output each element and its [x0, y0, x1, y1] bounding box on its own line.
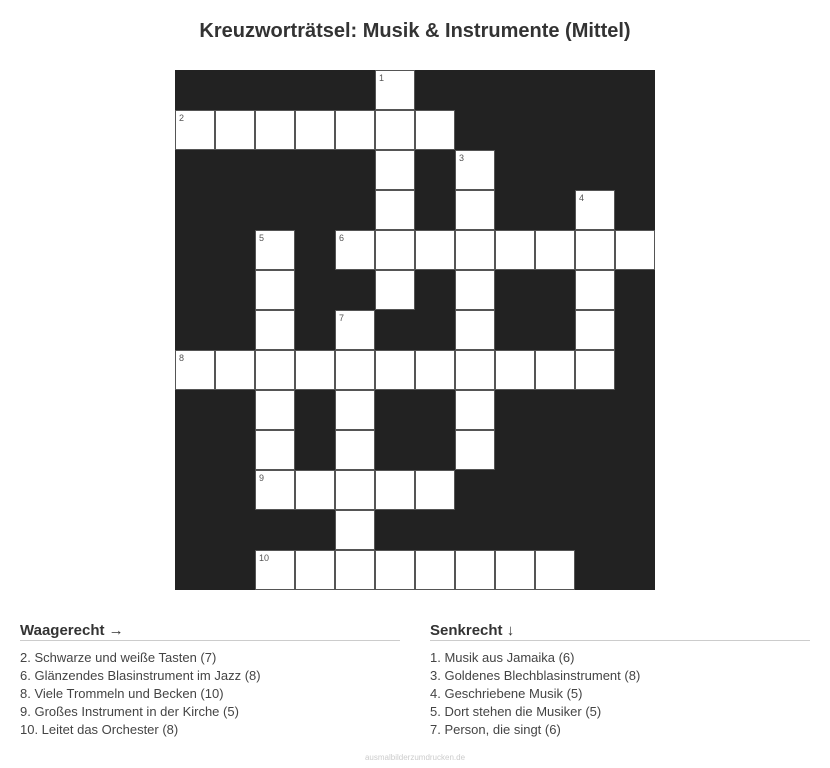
clue-item: 6. Glänzendes Blasinstrument im Jazz (8) — [20, 668, 261, 683]
grid-cell[interactable] — [375, 550, 415, 590]
clue-number: 10 — [259, 553, 270, 563]
grid-cell[interactable] — [575, 270, 615, 310]
across-clue-list — [20, 649, 400, 739]
grid-cell[interactable] — [335, 110, 375, 150]
grid-cell[interactable] — [215, 350, 255, 390]
grid-cell[interactable] — [375, 470, 415, 510]
grid-cell[interactable] — [215, 110, 255, 150]
grid-cell[interactable] — [255, 430, 295, 470]
down-clue-list — [430, 649, 810, 739]
clue-number: 6 — [339, 233, 345, 243]
grid-cell[interactable] — [495, 550, 535, 590]
grid-cell[interactable] — [455, 230, 495, 270]
clue-number: 8 — [179, 353, 185, 363]
grid-cell[interactable] — [335, 310, 375, 350]
clue-item: 2. Schwarze und weiße Tasten (7) — [20, 650, 217, 665]
grid-cell[interactable] — [335, 390, 375, 430]
grid-cell[interactable] — [455, 310, 495, 350]
grid-cell[interactable] — [335, 350, 375, 390]
clue-item: 7. Person, die singt (6) — [430, 722, 561, 737]
grid-cell[interactable] — [575, 190, 615, 230]
grid-cell[interactable] — [255, 230, 295, 270]
grid-cell[interactable] — [255, 110, 295, 150]
grid-cell[interactable] — [535, 550, 575, 590]
grid-cell[interactable] — [415, 230, 455, 270]
grid-cell[interactable] — [615, 230, 655, 270]
grid-cell[interactable] — [455, 150, 495, 190]
clue-item: 4. Geschriebene Musik (5) — [430, 686, 583, 701]
crossword-grid — [175, 70, 655, 590]
grid-cell[interactable] — [495, 350, 535, 390]
grid-cell[interactable] — [255, 390, 295, 430]
clue-number: 1 — [379, 73, 385, 83]
grid-cell[interactable] — [415, 550, 455, 590]
across-clues — [20, 622, 400, 739]
across-heading — [20, 622, 400, 641]
grid-cell[interactable] — [455, 190, 495, 230]
grid-cell[interactable] — [375, 190, 415, 230]
grid-cell[interactable] — [335, 430, 375, 470]
clue-item: 5. Dort stehen die Musiker (5) — [430, 704, 602, 719]
grid-cell[interactable] — [255, 310, 295, 350]
grid-cell[interactable] — [575, 350, 615, 390]
clue-number: 5 — [259, 233, 265, 243]
grid-cell[interactable] — [575, 230, 615, 270]
grid-cell[interactable] — [455, 350, 495, 390]
clue-number: 7 — [339, 313, 345, 323]
page-title: Kreuzworträtsel: Musik & Instrumente (Mittel) — [199, 20, 631, 42]
grid-cell[interactable] — [375, 350, 415, 390]
grid-cell[interactable] — [495, 230, 535, 270]
grid-cell[interactable] — [295, 470, 335, 510]
grid-cell[interactable] — [335, 510, 375, 550]
grid-cell[interactable] — [415, 470, 455, 510]
grid-cell[interactable] — [375, 110, 415, 150]
clue-number: 3 — [459, 153, 465, 163]
grid-cell[interactable] — [455, 550, 495, 590]
clue-item: 8. Viele Trommeln und Becken (10) — [20, 686, 224, 701]
grid-cell[interactable] — [415, 110, 455, 150]
right-arrow-icon: → — [108, 622, 124, 639]
grid-cell[interactable] — [295, 350, 335, 390]
grid-cell[interactable] — [415, 350, 455, 390]
grid-cell[interactable] — [535, 230, 575, 270]
grid-cell[interactable] — [295, 550, 335, 590]
down-clues — [430, 622, 810, 739]
clue-item: 1. Musik aus Jamaika (6) — [430, 650, 575, 665]
clue-item: 9. Großes Instrument in der Kirche (5) — [20, 704, 239, 719]
footer-watermark: ausmalbilderzumdrucken.de — [364, 753, 466, 762]
grid-cell[interactable] — [255, 270, 295, 310]
grid-cell[interactable] — [375, 230, 415, 270]
grid-cell[interactable] — [375, 150, 415, 190]
grid-cell[interactable] — [455, 390, 495, 430]
grid-cell[interactable] — [255, 350, 295, 390]
grid-cell[interactable] — [575, 310, 615, 350]
clue-item: 3. Goldenes Blechblasinstrument (8) — [430, 668, 641, 683]
grid-cell[interactable] — [335, 230, 375, 270]
across-heading-label: Waagerecht — [20, 622, 105, 639]
grid-cell[interactable] — [295, 110, 335, 150]
grid-cell[interactable] — [175, 110, 215, 150]
clue-number: 2 — [179, 113, 185, 123]
grid-cell[interactable] — [375, 270, 415, 310]
down-arrow-icon: ↓ — [506, 622, 515, 639]
grid-cell[interactable] — [175, 350, 215, 390]
grid-cell[interactable] — [335, 470, 375, 510]
grid-cell[interactable] — [255, 470, 295, 510]
down-heading-label: Senkrecht — [430, 622, 503, 639]
grid-cell[interactable] — [535, 350, 575, 390]
grid-cell[interactable] — [335, 550, 375, 590]
clue-number: 4 — [579, 193, 585, 203]
clue-number: 9 — [259, 473, 265, 483]
down-heading — [430, 622, 810, 641]
clue-item: 10. Leitet das Orchester (8) — [20, 722, 179, 737]
grid-cell[interactable] — [375, 70, 415, 110]
grid-cell[interactable] — [455, 270, 495, 310]
grid-cell[interactable] — [455, 430, 495, 470]
grid-cell[interactable] — [255, 550, 295, 590]
